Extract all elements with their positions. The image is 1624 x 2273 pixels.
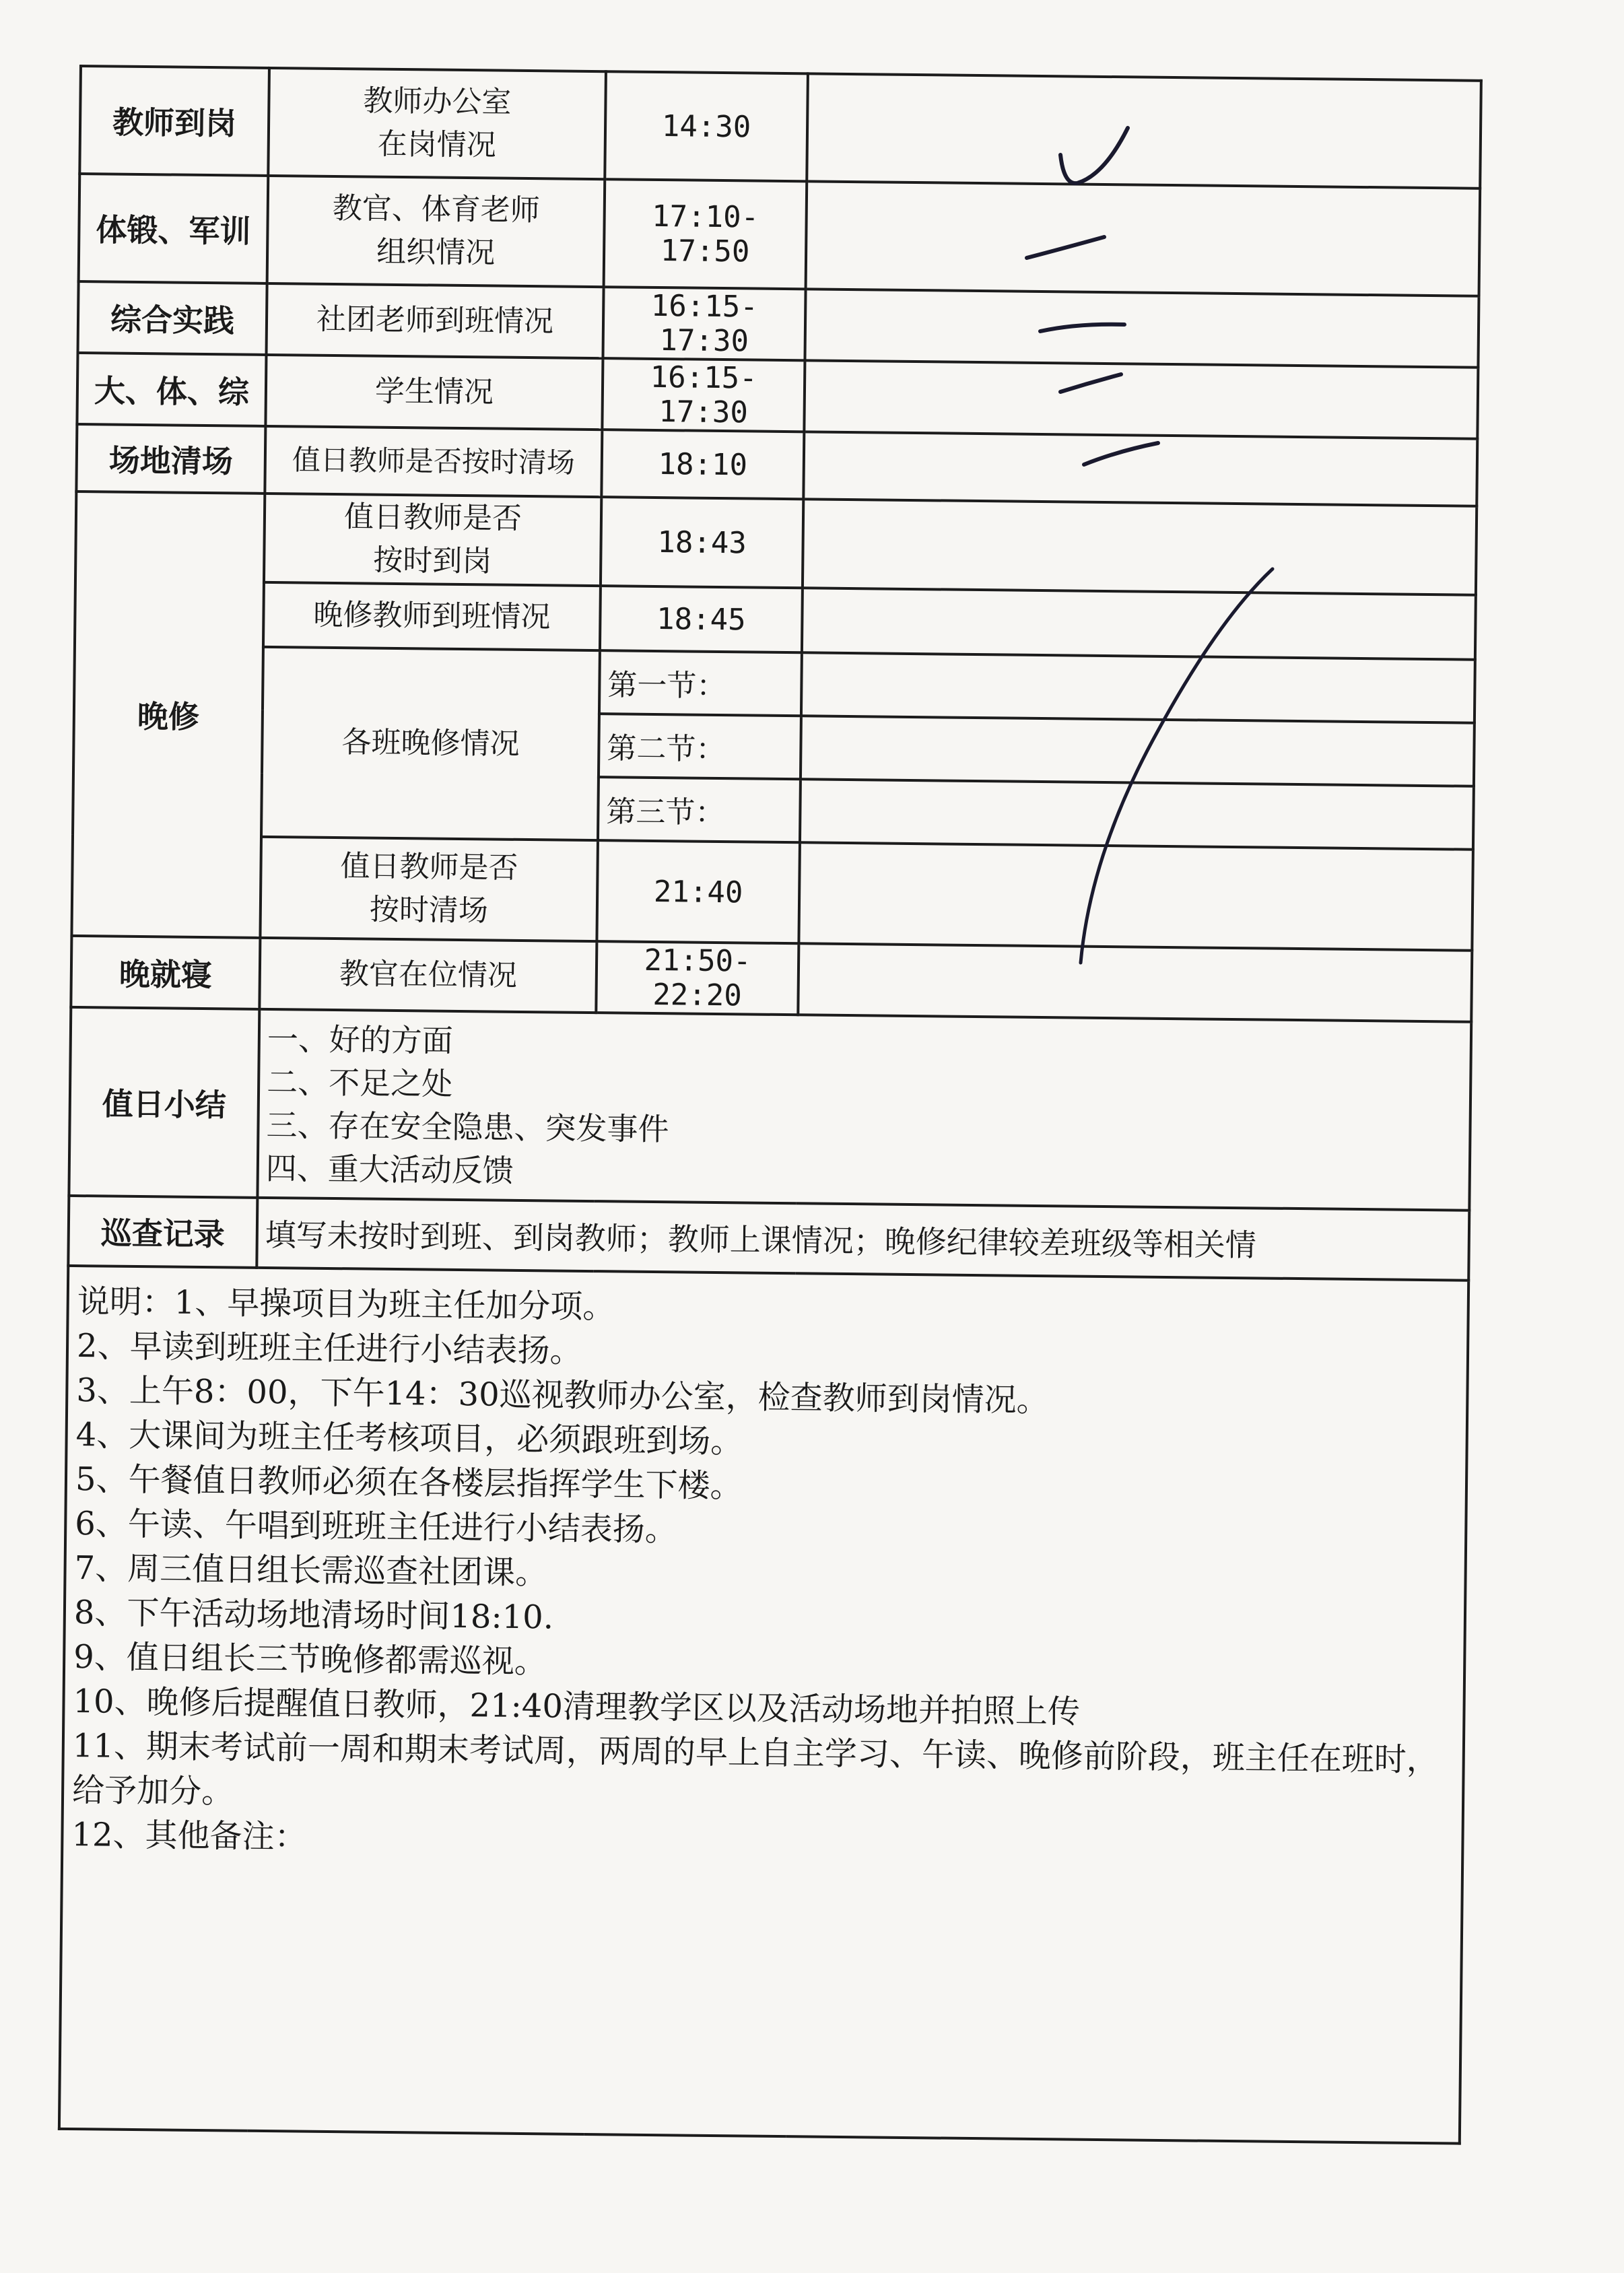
- item-line1: 值日教师是否: [340, 849, 518, 885]
- notes-box: [59, 1266, 1468, 2144]
- time-students: 16:15-17:30: [602, 358, 805, 432]
- row-evening-duty-arrival: [75, 491, 1477, 595]
- note-line-7: 7、周三值日组长需巡查社团课。: [74, 1549, 548, 1592]
- category-teacher-arrival: 教师到岗: [79, 66, 269, 176]
- check-cell-period-3[interactable]: [800, 779, 1474, 849]
- summary-line-2: 二、不足之处: [266, 1063, 453, 1102]
- row-notes: [59, 1266, 1468, 2144]
- item-duty-clear: [260, 837, 598, 941]
- check-cell-period-1[interactable]: [801, 652, 1475, 722]
- category-physical-training: 体锻、军训: [79, 174, 269, 283]
- note-line-11: 11、期末考试前一周和期末考试周，两周的早上自主学习、午读、晚修前阶段，班主任在班时，给予加分。: [71, 1727, 1440, 1811]
- time-venue-clear: 18:10: [601, 430, 804, 499]
- time-duty-clear: 21:40: [597, 840, 800, 943]
- check-cell-teacher-arrival[interactable]: [807, 73, 1481, 188]
- item-line1: 值日教师是否: [343, 500, 522, 536]
- row-teacher-arrival: [79, 66, 1481, 189]
- duty-form-table: [58, 65, 1483, 2145]
- patrol-instruction[interactable]: 填写未按时到班、到岗教师；教师上课情况；晚修纪律较差班级等相关情: [257, 1198, 1469, 1281]
- summary-line-1: 一、好的方面: [267, 1021, 454, 1059]
- category-practice: 综合实践: [78, 281, 267, 355]
- time-practice: 16:15-17:30: [603, 287, 805, 360]
- item-line1: 教师办公室: [363, 83, 512, 120]
- period-3-label: 第三节：: [598, 777, 801, 842]
- item-teacher-office: [268, 68, 606, 179]
- check-cell-period-2[interactable]: [801, 716, 1475, 786]
- time-duty-arrival: 18:43: [601, 497, 803, 588]
- summary-content[interactable]: [257, 1009, 1471, 1211]
- category-students: 大、体、综: [77, 353, 266, 426]
- item-line2: 在岗情况: [377, 127, 497, 163]
- check-cell-venue-clear[interactable]: [803, 432, 1477, 506]
- item-venue-clear: 值日教师是否按时清场: [265, 426, 602, 497]
- note-line-10: 10、晚修后提醒值日教师，21:40清理教学区以及活动场地并拍照上传: [73, 1683, 1081, 1731]
- row-duty-summary: [69, 1007, 1471, 1211]
- category-patrol-record: 巡查记录: [68, 1196, 257, 1268]
- category-evening-study: 晚修: [71, 491, 265, 938]
- category-venue-clear: 场地清场: [76, 424, 265, 494]
- summary-line-4: 四、重大活动反馈: [265, 1149, 514, 1189]
- item-line2: 组织情况: [376, 234, 496, 271]
- note-line-12: 12、其他备注：: [71, 1816, 307, 1856]
- row-evening-clear: [71, 835, 1473, 951]
- item-student-status: 学生情况: [265, 355, 603, 430]
- duty-form-sheet: [57, 65, 1480, 2200]
- check-cell-evening-teacher[interactable]: [802, 588, 1476, 659]
- note-line-5: 5、午餐值日教师必须在各楼层指挥学生下楼。: [75, 1460, 743, 1505]
- item-duty-arrival: [264, 494, 601, 586]
- item-class-evening-status: 各班晚修情况: [261, 647, 600, 840]
- check-cell-duty-arrival[interactable]: [803, 499, 1477, 595]
- item-instructor-pe: [267, 176, 605, 287]
- note-line-6: 6、午读、午唱到班班主任进行小结表扬。: [75, 1505, 678, 1549]
- category-duty-summary: 值日小结: [69, 1007, 259, 1198]
- item-line2: 按时到岗: [373, 543, 492, 579]
- note-line-4: 4、大课间为班主任考核项目，必须跟班到场。: [75, 1416, 743, 1461]
- item-line1: 教官、体育老师: [332, 191, 541, 228]
- check-cell-physical-training[interactable]: [806, 181, 1481, 296]
- item-club-teacher: 社团老师到班情况: [267, 283, 604, 358]
- period-2-label: 第二节：: [599, 714, 801, 779]
- check-cell-bedtime[interactable]: [798, 943, 1472, 1021]
- row-physical-training: [79, 174, 1481, 296]
- check-cell-students[interactable]: [804, 360, 1478, 438]
- item-instructor-position: 教官在位情况: [259, 938, 597, 1013]
- category-bedtime: 晚就寝: [71, 936, 260, 1009]
- time-evening-teacher: 18:45: [600, 586, 803, 652]
- time-physical-training: 17:10-17:50: [604, 179, 807, 289]
- check-cell-duty-clear[interactable]: [799, 842, 1473, 950]
- note-line-8: 8、下午活动场地清场时间18:10.: [73, 1594, 554, 1637]
- time-bedtime: 21:50-22:20: [596, 941, 799, 1015]
- item-evening-teacher: 晚修教师到班情况: [263, 582, 601, 650]
- summary-line-3: 三、存在安全隐患、突发事件: [266, 1106, 669, 1148]
- period-1-label: 第一节：: [599, 650, 802, 716]
- note-line-9: 9、值日组长三节晚修都需巡视。: [73, 1638, 547, 1681]
- item-line2: 按时清场: [369, 892, 489, 928]
- check-cell-practice[interactable]: [805, 289, 1479, 367]
- note-line-1: 说明：1、早操项目为班主任加分项。: [77, 1283, 615, 1326]
- note-line-3: 3、上午8：00，下午14：30巡视教师办公室，检查教师到岗情况。: [76, 1371, 1049, 1420]
- note-line-2: 2、早读到班班主任进行小结表扬。: [76, 1327, 582, 1370]
- time-teacher-arrival: 14:30: [605, 71, 808, 181]
